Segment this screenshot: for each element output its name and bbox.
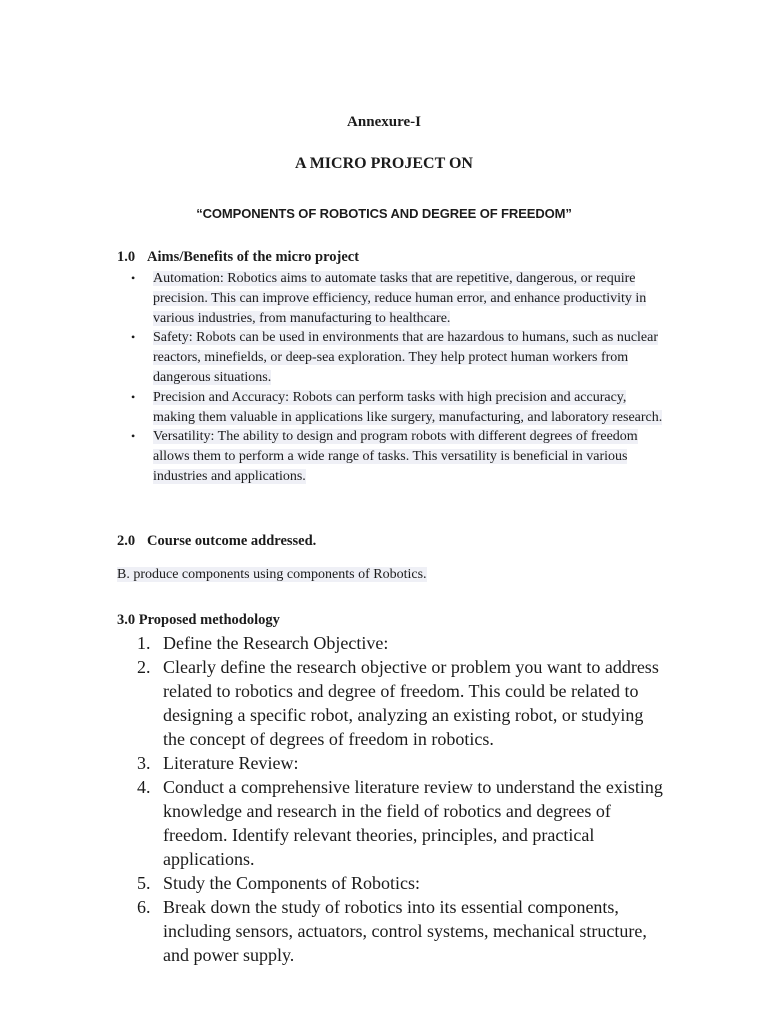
methodology-step-list (137, 631, 667, 967)
methodology-step (137, 871, 667, 895)
step-text: Clearly define the research objective or problem you want to address related to robotics and degree of freedom. This could be related to designing a specific robot, analyzing an existing robot, or studying the concept of degrees of freedom in robotics. (163, 657, 659, 749)
section-1-title: Aims/Benefits of the micro project (147, 249, 360, 265)
bullet-icon: • (131, 330, 136, 345)
bullet-text-automation: Automation: Robotics aims to automate tasks that are repetitive, dangerous, or require precision. This can improve efficiency, reduce human error, and enhance productivity in various industries, from manufacturing to healthcare. (153, 271, 647, 326)
bullet-item (127, 328, 667, 387)
bullet-text-safety: Safety: Robots can be used in environments that are hazardous to humans, such as nuclear reactors, minefields, or deep-sea exploration. They help protect human workers from dangerous situations. (153, 330, 659, 385)
step-text: Literature Review: (163, 753, 299, 773)
section-2-title: Course outcome addressed. (147, 533, 317, 549)
bullet-item (127, 269, 667, 328)
project-title: “COMPONENTS OF ROBOTICS AND DEGREE OF FREEDOM” (196, 206, 572, 221)
section-2-number: 2.0 (117, 533, 136, 549)
annexure-label: Annexure-I (347, 114, 421, 130)
section-3-heading: 3.0 Proposed methodology (117, 612, 280, 628)
step-number: 6. (137, 897, 151, 917)
methodology-step (137, 775, 667, 871)
bullet-text-precision: Precision and Accuracy: Robots can perform tasks with high precision and accuracy, making them valuable in applications like surgery, manufacturing, and laboratory research. (153, 389, 663, 425)
methodology-step (137, 655, 667, 751)
bullet-icon: • (131, 271, 136, 285)
step-number: 3. (137, 753, 151, 773)
bullet-icon: • (131, 389, 136, 404)
step-number: 4. (137, 777, 151, 797)
bullet-icon: • (131, 429, 136, 444)
aims-bullet-list (127, 269, 667, 487)
methodology-step (137, 895, 667, 967)
step-text: Break down the study of robotics into its essential components, including sensors, actuators, control systems, mechanical structure, and power supply. (163, 897, 647, 965)
course-outcome-text (117, 567, 427, 583)
section-1-number: 1.0 (117, 249, 136, 265)
methodology-step (137, 751, 667, 775)
course-outcome-value: B. produce components using components of Robotics. (117, 567, 427, 582)
step-text: Conduct a comprehensive literature review to understand the existing knowledge and research in the field of robotics and degrees of freedom. Identify relevant theories, principles, and practical applications. (163, 777, 663, 869)
section-2-heading (117, 533, 316, 550)
step-text: Define the Research Objective: (163, 633, 389, 653)
methodology-step (137, 631, 667, 655)
step-text: Study the Components of Robotics: (163, 873, 421, 893)
step-number: 2. (137, 657, 151, 677)
bullet-text-versatility: Versatility: The ability to design and program robots with different degrees of freedom allows them to perform a wide range of tasks. This versatility is beneficial in various industries and applications. (153, 429, 638, 484)
bullet-item (127, 388, 667, 428)
section-1-heading (117, 249, 359, 266)
bullet-item (127, 427, 667, 486)
micro-project-heading: A MICRO PROJECT ON (295, 155, 473, 172)
step-number: 1. (137, 633, 151, 653)
step-number: 5. (137, 873, 151, 893)
